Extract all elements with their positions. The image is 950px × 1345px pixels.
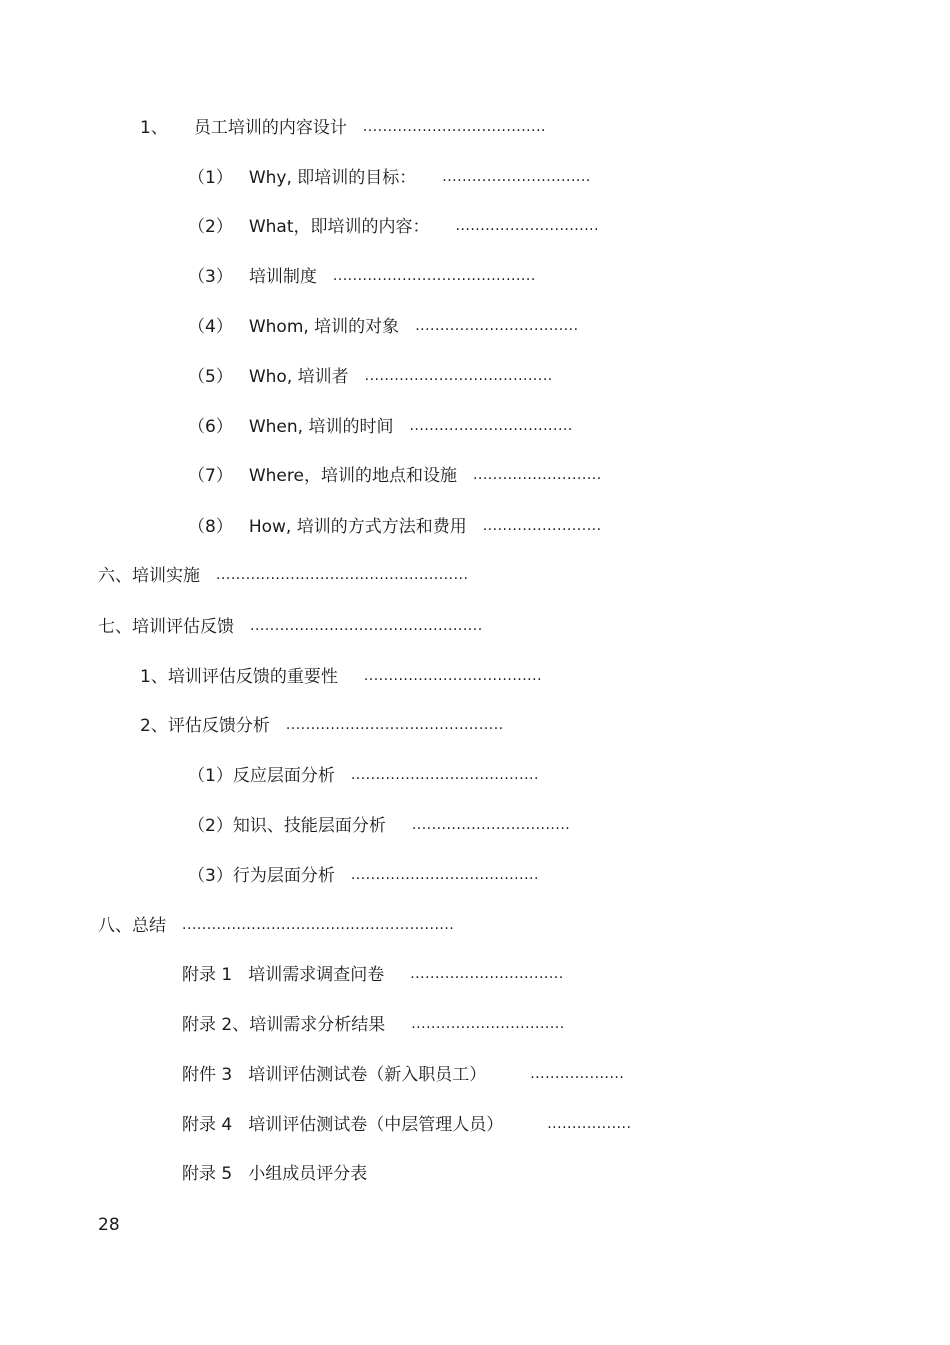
toc-dots: ..........................	[472, 467, 602, 483]
toc-entry	[182, 1113, 631, 1135]
toc-dots: ........................	[482, 518, 602, 534]
toc-dots: .........................................	[332, 268, 536, 284]
toc-prefix: （3）	[188, 866, 233, 886]
toc-prefix: 六、	[98, 566, 132, 586]
toc-entry	[188, 365, 553, 387]
toc-dots: ...............................	[410, 966, 564, 982]
toc-text: 培训制度	[248, 267, 317, 287]
toc-text: What，即培训的内容：	[248, 217, 430, 237]
toc-text: 培训需求调查问卷	[248, 965, 385, 985]
toc-prefix: 附件 3	[182, 1065, 233, 1085]
toc-text: Where，培训的地点和设施	[248, 466, 457, 486]
toc-dots: .................................	[409, 418, 573, 434]
toc-entry	[182, 963, 564, 985]
toc-text: 培训评估测试卷（中层管理人员）	[248, 1115, 504, 1135]
toc-entry	[98, 564, 468, 586]
toc-prefix: （4）	[188, 317, 233, 337]
toc-entry	[188, 166, 591, 188]
toc-prefix: 2、	[140, 716, 168, 736]
toc-dots: ...................................................	[216, 567, 469, 583]
toc-prefix: 1、	[140, 118, 168, 138]
toc-dots: ............................................	[285, 717, 504, 733]
toc-dots: ................................	[411, 817, 571, 833]
toc-prefix: 七、	[98, 617, 132, 637]
toc-entry	[140, 714, 504, 736]
toc-entry	[182, 1063, 624, 1085]
toc-entry	[188, 814, 570, 836]
toc-entry	[140, 116, 546, 138]
toc-text: Who, 培训者	[248, 367, 349, 387]
toc-text: 培训实施	[132, 566, 200, 586]
toc-prefix: （8）	[188, 517, 233, 537]
toc-dots: .......................................................	[182, 917, 455, 933]
toc-text: 员工培训的内容设计	[193, 118, 347, 138]
toc-text: 反应层面分析	[232, 766, 335, 786]
toc-entry	[140, 665, 542, 687]
toc-prefix: 八、	[98, 916, 132, 936]
toc-dots: ...............................	[411, 1016, 565, 1032]
toc-prefix: （2）	[188, 217, 233, 237]
toc-entry	[98, 914, 454, 936]
toc-dots: ...............................................	[250, 618, 483, 634]
toc-entry	[188, 315, 579, 337]
toc-text: How, 培训的方式方法和费用	[248, 517, 467, 537]
toc-prefix: 附录 4	[182, 1115, 233, 1135]
toc-prefix: （6）	[188, 417, 233, 437]
toc-prefix: 附录 1	[182, 965, 233, 985]
toc-text: 培训需求分析结果	[249, 1015, 386, 1035]
toc-dots: ....................................	[363, 668, 543, 684]
toc-entry	[188, 515, 602, 537]
toc-dots: .................................	[415, 318, 579, 334]
toc-text: 知识、技能层面分析	[232, 816, 386, 836]
toc-prefix: （3）	[188, 267, 233, 287]
toc-dots: ......................................	[350, 767, 539, 783]
toc-dots: .............................	[455, 218, 600, 234]
toc-text: 培训评估反馈	[132, 617, 234, 637]
toc-prefix: （2）	[188, 816, 233, 836]
toc-text: Whom, 培训的对象	[248, 317, 400, 337]
toc-entry	[182, 1013, 565, 1035]
toc-entry	[182, 1163, 367, 1185]
toc-text: 培训评估反馈的重要性	[167, 667, 338, 687]
toc-entry	[188, 265, 536, 287]
toc-dots: ......................................	[364, 368, 553, 384]
toc-text: 行为层面分析	[232, 866, 335, 886]
toc-prefix: 附录 5	[182, 1164, 233, 1184]
toc-prefix: （7）	[188, 466, 233, 486]
toc-entry	[188, 464, 602, 486]
toc-prefix: （5）	[188, 367, 233, 387]
toc-text: 小组成员评分表	[248, 1164, 368, 1184]
toc-text: Why, 即培训的目标：	[248, 168, 417, 188]
toc-prefix: （1）	[188, 766, 233, 786]
toc-dots: ..............................	[442, 169, 591, 185]
toc-dots: ...................	[530, 1066, 625, 1082]
toc-entry	[188, 764, 539, 786]
toc-text: 培训评估测试卷（新入职员工）	[248, 1065, 487, 1085]
toc-dots: ......................................	[350, 867, 539, 883]
toc-text: When, 培训的时间	[248, 417, 394, 437]
toc-dots: .....................................	[362, 119, 546, 135]
toc-text: 评估反馈分析	[167, 716, 270, 736]
toc-entry	[98, 615, 483, 637]
toc-entry	[188, 864, 539, 886]
page-number: 28	[98, 1215, 120, 1235]
toc-prefix: （1）	[188, 168, 233, 188]
toc-dots: .................	[547, 1116, 632, 1132]
toc-text: 总结	[132, 916, 166, 936]
toc-entry	[188, 215, 599, 237]
toc-prefix: 附录 2、	[182, 1015, 250, 1035]
toc-entry	[188, 415, 573, 437]
toc-prefix: 1、	[140, 667, 168, 687]
